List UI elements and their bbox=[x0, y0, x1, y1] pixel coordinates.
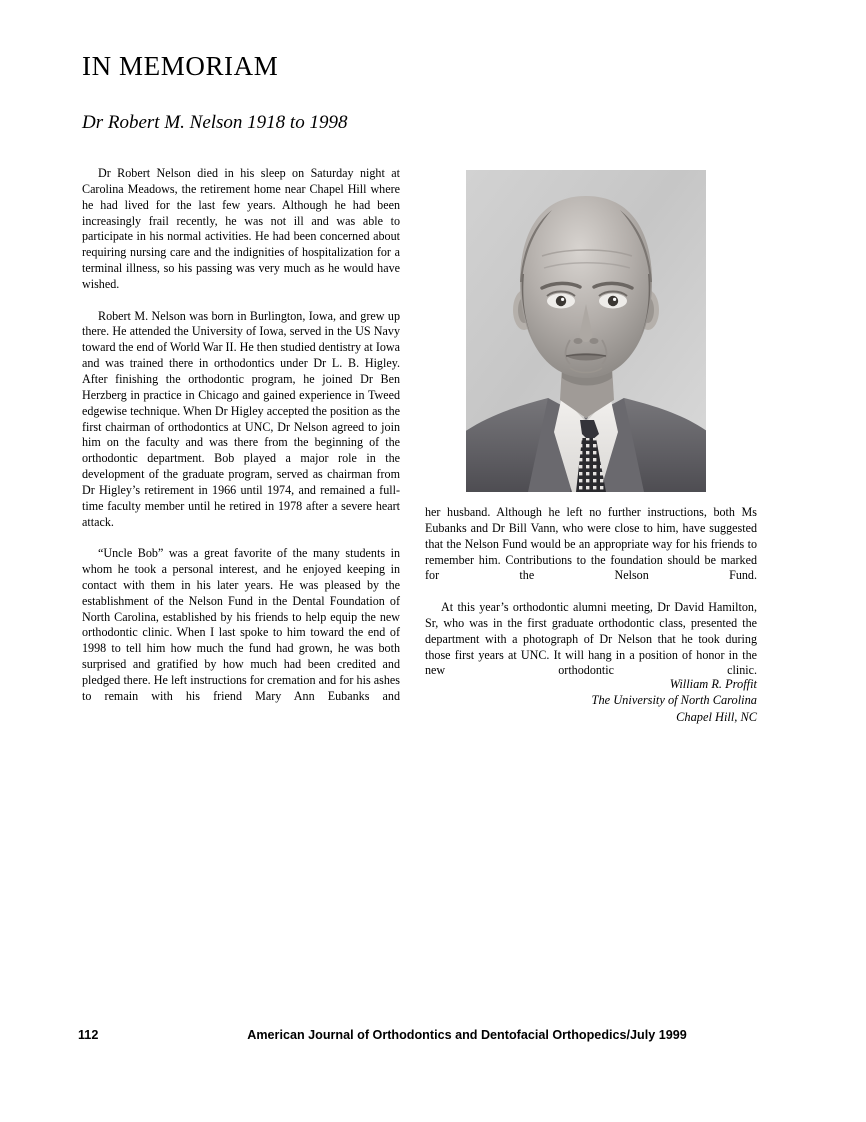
paragraph: “Uncle Bob” was a great favorite of the many students in whom he took a personal interest, and he enjoyed keeping in contact with them in his later years. He was pleased by the establishment of the Nelson Fund in the Dental Foundation of North Carolina, established by his friends to help equip the new orthodontic clinic. When I last spoke to him toward the end of 1998 to tell him how much the fund had grown, he was both surprised and gratified by how much had been credited and pledged there. He left instructions for cremation and for his ashes to remain with his friend Mary Ann Eubanks and bbox=[82, 546, 400, 703]
page-subtitle: Dr Robert M. Nelson 1918 to 1998 bbox=[82, 112, 348, 133]
page-footer bbox=[0, 1028, 866, 1048]
page-title: IN MEMORIAM bbox=[82, 51, 279, 81]
signature-author: William R. Proffit bbox=[669, 677, 757, 691]
paragraph: her husband. Although he left no further instructions, both Ms Eubanks and Dr Bill Vann, who were close to him, have suggested that the Nelson Fund would be an appropriate way for his friends to remember him. Contributions to the foundation should be marked for the Nelson Fund. bbox=[425, 505, 757, 583]
portrait-photo bbox=[466, 170, 706, 492]
portrait-photo-image bbox=[466, 170, 706, 492]
signature-location: Chapel Hill, NC bbox=[676, 709, 757, 724]
footer-page-number: 112 bbox=[78, 1028, 99, 1042]
body-column-right bbox=[425, 505, 757, 695]
paragraph: At this year’s orthodontic alumni meeting, Dr David Hamilton, Sr, who was in the first graduate orthodontic class, presented the department with a photograph of Dr Nelson that he took during those first years at UNC. It will hang in a position of honor in the new orthodontic clinic. bbox=[425, 600, 757, 678]
footer-journal-title: American Journal of Orthodontics and Dentofacial Orthopedics/July 1999 bbox=[247, 1028, 687, 1042]
signature-block bbox=[425, 676, 757, 725]
signature-institution: The University of North Carolina bbox=[591, 693, 757, 708]
paragraph: Robert M. Nelson was born in Burlington, Iowa, and grew up there. He attended the University of Iowa, served in the US Navy toward the end of World War II. He then studied dentistry at Iowa and was trained there in orthodontics under Dr L. B. Higley. After finishing the orthodontic program, he joined Dr Ben Herzberg in practice in Chicago and gained experience in Tweed edgewise technique. When Dr Higley accepted the position as the first chairman of orthodontics at UNC, Dr Nelson agreed to join him on the faculty and was there from the beginning of the orthodontic department. Bob played a major role in the development of the graduate program, served as chairman from Dr Higley’s retirement in 1966 until 1974, and remained a full-time faculty member until he retired in 1978 after a severe heart attack. bbox=[82, 308, 400, 529]
paragraph: Dr Robert Nelson died in his sleep on Saturday night at Carolina Meadows, the retirement home near Chapel Hill where he had lived for the last few years. Although he had been increasingly frail recently, he was not ill and was able to participate in his normal activities. He had been concerned about requiring nursing care and the indignities of hospitalization for a terminal illness, so his passing was very much as he would have wished. bbox=[82, 166, 400, 291]
body-column-left bbox=[82, 166, 400, 721]
